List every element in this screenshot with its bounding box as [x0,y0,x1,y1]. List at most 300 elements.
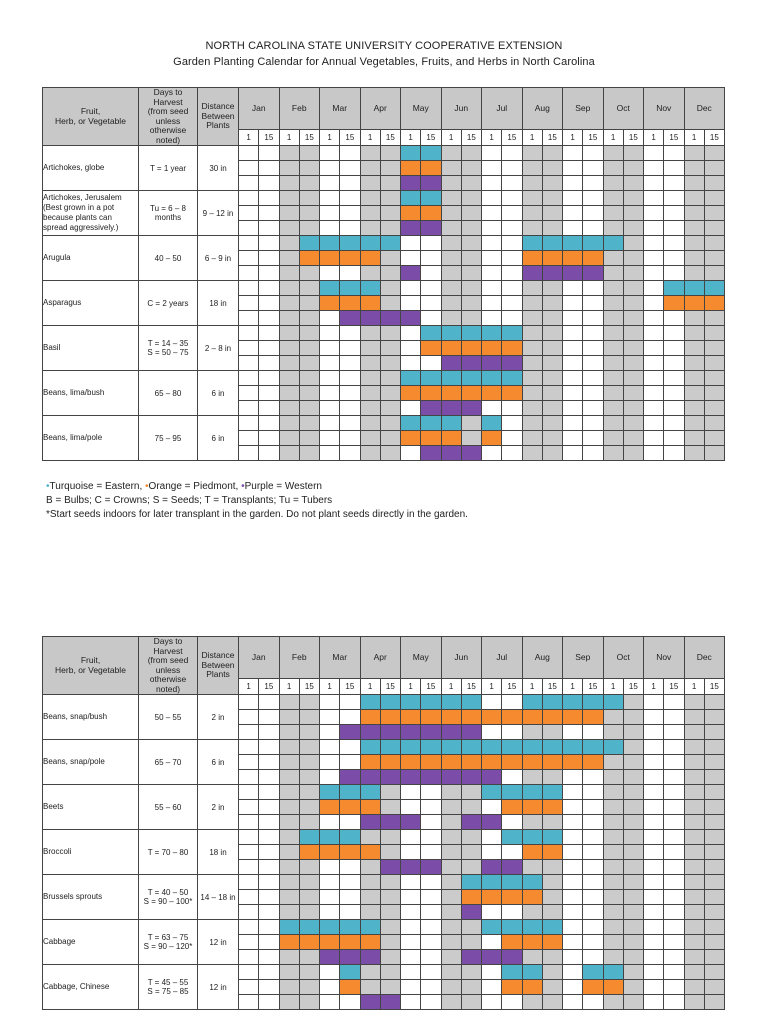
calendar-cell [603,875,623,890]
plant-distance: 9 – 12 in [198,191,239,236]
planting-window-piedmont [299,845,319,860]
calendar-cell [360,341,380,356]
calendar-cell [623,221,643,236]
calendar-cell [299,890,319,905]
half-month-label: 15 [623,130,643,146]
calendar-cell [279,965,299,980]
planting-window-western [360,950,380,965]
half-month-label: 1 [482,130,502,146]
calendar-cell [664,206,684,221]
planting-window-western [563,266,583,281]
planting-window-western [421,401,441,416]
planting-window-eastern [522,695,542,710]
calendar-cell [239,326,259,341]
legend-regions [46,480,468,494]
calendar-cell [320,221,340,236]
planting-window-piedmont [360,935,380,950]
calendar-cell [259,416,279,431]
month-header-oct: Oct [603,88,644,130]
calendar-cell [299,770,319,785]
planting-window-piedmont [340,251,360,266]
calendar-cell [380,965,400,980]
calendar-cell [461,146,481,161]
half-month-label: 15 [259,130,279,146]
calendar-cell [603,416,623,431]
calendar-cell [603,281,623,296]
planting-window-piedmont [603,980,623,995]
calendar-cell [644,221,664,236]
planting-window-western [401,311,421,326]
calendar-cell [320,995,340,1010]
calendar-cell [583,845,603,860]
planting-window-eastern [542,236,562,251]
calendar-cell [461,431,481,446]
planting-window-eastern [441,326,461,341]
calendar-cell [340,341,360,356]
calendar-cell [563,725,583,740]
calendar-cell [583,311,603,326]
calendar-cell [603,356,623,371]
crop-row-eastern [43,146,725,161]
plant-distance: 6 in [198,740,239,785]
calendar-cell [583,401,603,416]
calendar-cell [380,875,400,890]
calendar-cell [623,341,643,356]
calendar-cell [401,995,421,1010]
calendar-cell [704,431,724,446]
calendar-cell [360,980,380,995]
calendar-cell [563,875,583,890]
calendar-cell [684,191,704,206]
crop-name: Beets [43,785,139,830]
calendar-cell [664,221,684,236]
planting-window-piedmont [704,296,724,311]
planting-window-western [482,860,502,875]
planting-window-piedmont [461,755,481,770]
half-month-label: 1 [320,679,340,695]
calendar-cell [401,875,421,890]
legend-codes: B = Bulbs; C = Crowns; S = Seeds; T = Transplants; Tu = Tubers [46,495,333,506]
calendar-cell [360,446,380,461]
half-month-label: 15 [623,679,643,695]
calendar-cell [421,965,441,980]
calendar-cell [664,830,684,845]
calendar-cell [279,356,299,371]
calendar-cell [259,446,279,461]
calendar-cell [441,311,461,326]
calendar-cell [380,920,400,935]
planting-window-eastern [421,191,441,206]
planting-window-western [340,725,360,740]
calendar-cell [664,815,684,830]
half-month-label: 1 [563,130,583,146]
days-to-harvest: 50 – 55 [139,695,198,740]
calendar-cell [482,281,502,296]
calendar-cell [380,785,400,800]
planting-window-piedmont [340,935,360,950]
calendar-cell [664,431,684,446]
calendar-cell [623,446,643,461]
calendar-cell [461,281,481,296]
calendar-cell [299,800,319,815]
calendar-cell [704,920,724,935]
calendar-cell [279,785,299,800]
calendar-cell [441,281,461,296]
calendar-cell [401,920,421,935]
calendar-cell [239,890,259,905]
calendar-cell [623,875,643,890]
calendar-cell [259,251,279,266]
calendar-cell [623,296,643,311]
planting-window-eastern [360,281,380,296]
calendar-cell [542,281,562,296]
calendar-cell [320,176,340,191]
crop-row-eastern [43,785,725,800]
half-month-label: 15 [421,130,441,146]
calendar-cell [542,401,562,416]
calendar-cell [684,386,704,401]
calendar-cell [502,281,522,296]
calendar-cell [482,206,502,221]
calendar-cell [522,356,542,371]
planting-window-western [421,221,441,236]
calendar-cell [623,800,643,815]
calendar-cell [623,740,643,755]
calendar-cell [644,416,664,431]
calendar-cell [623,860,643,875]
calendar-cell [340,371,360,386]
calendar-cell [299,296,319,311]
calendar-cell [441,161,461,176]
calendar-cell [279,176,299,191]
calendar-cell [664,446,684,461]
calendar-cell [360,326,380,341]
calendar-cell [380,296,400,311]
calendar-cell [320,311,340,326]
calendar-cell [603,176,623,191]
calendar-cell [360,401,380,416]
calendar-cell [522,311,542,326]
planting-window-piedmont [320,845,340,860]
days-to-harvest: C = 2 years [139,281,198,326]
calendar-cell [461,236,481,251]
calendar-cell [644,785,664,800]
planting-window-western [401,176,421,191]
calendar-cell [684,950,704,965]
crop-row-eastern [43,326,725,341]
days-to-harvest: 75 – 95 [139,416,198,461]
calendar-cell [563,431,583,446]
planting-window-eastern [482,326,502,341]
calendar-cell [502,905,522,920]
calendar-cell [340,326,360,341]
half-month-label: 1 [360,130,380,146]
month-header-dec: Dec [684,637,725,679]
half-month-label: 15 [421,679,441,695]
planting-window-eastern [563,236,583,251]
calendar-cell [239,830,259,845]
calendar-cell [259,341,279,356]
planting-window-piedmont [441,341,461,356]
calendar-cell [704,770,724,785]
calendar-cell [299,311,319,326]
half-month-label: 15 [583,130,603,146]
month-header-may: May [401,637,442,679]
calendar-cell [563,386,583,401]
plant-distance: 2 in [198,785,239,830]
planting-window-eastern [401,740,421,755]
month-header-may: May [401,88,442,130]
calendar-cell [380,845,400,860]
month-header-feb: Feb [279,637,320,679]
calendar-cell [259,191,279,206]
calendar-cell [704,905,724,920]
calendar-cell [279,371,299,386]
calendar-cell [502,266,522,281]
calendar-cell [704,371,724,386]
calendar-cell [320,371,340,386]
calendar-cell [583,356,603,371]
calendar-cell [623,920,643,935]
calendar-cell [542,725,562,740]
calendar-cell [259,710,279,725]
calendar-cell [340,206,360,221]
calendar-cell [603,221,623,236]
calendar-cell [401,980,421,995]
calendar-cell [664,725,684,740]
calendar-cell [603,161,623,176]
calendar-cell [603,950,623,965]
calendar-cell [502,770,522,785]
calendar-cell [401,281,421,296]
calendar-cell [482,146,502,161]
calendar-cell [684,815,704,830]
planting-window-eastern [583,695,603,710]
calendar-cell [279,266,299,281]
calendar-cell [522,371,542,386]
planting-window-eastern [340,965,360,980]
calendar-cell [259,770,279,785]
calendar-cell [563,401,583,416]
crop-name: Arugula [43,236,139,281]
calendar-cell [299,356,319,371]
half-month-label: 1 [360,679,380,695]
planting-window-piedmont [441,431,461,446]
calendar-cell [623,830,643,845]
planting-window-eastern [360,740,380,755]
calendar-cell [239,386,259,401]
report-subtitle: Garden Planting Calendar for Annual Vegetables, Fruits, and Herbs in North Carolina [173,56,595,68]
calendar-cell [704,800,724,815]
month-header-jan: Jan [239,88,280,130]
calendar-cell [664,965,684,980]
calendar-cell [603,830,623,845]
calendar-cell [644,281,664,296]
calendar-cell [664,416,684,431]
days-to-harvest: T = 63 – 75 S = 90 – 120* [139,920,198,965]
planting-window-eastern [461,740,481,755]
calendar-cell [664,386,684,401]
plant-distance: 30 in [198,146,239,191]
calendar-cell [340,740,360,755]
calendar-cell [704,446,724,461]
calendar-cell [583,146,603,161]
calendar-cell [239,980,259,995]
calendar-cell [684,371,704,386]
calendar-cell [644,161,664,176]
calendar-cell [664,800,684,815]
calendar-cell [684,251,704,266]
calendar-cell [603,710,623,725]
calendar-cell [684,905,704,920]
calendar-cell [360,386,380,401]
calendar-cell [239,860,259,875]
calendar-cell [259,965,279,980]
calendar-cell [664,890,684,905]
calendar-cell [320,725,340,740]
planting-window-piedmont [320,296,340,311]
calendar-cell [441,935,461,950]
calendar-cell [360,191,380,206]
calendar-cell [259,401,279,416]
calendar-cell [522,725,542,740]
calendar-cell [441,920,461,935]
calendar-cell [583,935,603,950]
calendar-cell [279,845,299,860]
calendar-cell [421,845,441,860]
calendar-cell [664,176,684,191]
calendar-cell [360,890,380,905]
planting-window-eastern [704,281,724,296]
calendar-cell [279,191,299,206]
calendar-cell [279,815,299,830]
legend-eastern: Turquoise = Eastern, [49,481,146,492]
calendar-cell [603,191,623,206]
crop-name: Beans, lima/bush [43,371,139,416]
calendar-cell [684,725,704,740]
calendar-cell [603,725,623,740]
legend-western: Purple = Western [244,481,322,492]
calendar-cell [239,281,259,296]
half-month-label: 15 [704,679,724,695]
calendar-cell [583,890,603,905]
calendar-cell [279,416,299,431]
calendar-cell [299,446,319,461]
calendar-cell [299,416,319,431]
calendar-cell [320,695,340,710]
planting-window-western [502,356,522,371]
planting-window-eastern [502,875,522,890]
calendar-cell [684,695,704,710]
calendar-cell [299,725,319,740]
days-to-harvest: T = 70 – 80 [139,830,198,875]
calendar-cell [684,830,704,845]
calendar-cell [563,770,583,785]
calendar-cell [522,341,542,356]
calendar-cell [320,326,340,341]
calendar-cell [320,980,340,995]
calendar-cell [441,875,461,890]
calendar-cell [340,386,360,401]
calendar-cell [239,875,259,890]
calendar-cell [603,995,623,1010]
calendar-cell [522,296,542,311]
calendar-cell [340,161,360,176]
days-to-harvest: 65 – 80 [139,371,198,416]
calendar-cell [583,191,603,206]
planting-window-piedmont [279,935,299,950]
planting-window-eastern [502,740,522,755]
calendar-cell [401,446,421,461]
calendar-cell [583,221,603,236]
calendar-cell [461,221,481,236]
plant-distance: 2 – 8 in [198,326,239,371]
calendar-cell [441,146,461,161]
calendar-cell [482,845,502,860]
calendar-cell [360,830,380,845]
calendar-cell [441,905,461,920]
plant-distance: 6 – 9 in [198,236,239,281]
calendar-cell [239,416,259,431]
calendar-cell [360,221,380,236]
calendar-cell [522,146,542,161]
planting-window-eastern [320,830,340,845]
calendar-cell [664,311,684,326]
calendar-cell [704,161,724,176]
planting-window-piedmont [401,710,421,725]
calendar-cell [684,785,704,800]
calendar-cell [340,416,360,431]
planting-window-piedmont [522,710,542,725]
calendar-cell [441,860,461,875]
calendar-cell [502,431,522,446]
planting-window-piedmont [482,431,502,446]
calendar-cell [239,905,259,920]
calendar-cell [583,770,603,785]
calendar-cell [684,965,704,980]
calendar-cell [502,725,522,740]
calendar-cell [704,740,724,755]
calendar-cell [623,935,643,950]
calendar-cell [441,995,461,1010]
planting-window-piedmont [502,341,522,356]
calendar-cell [603,755,623,770]
calendar-cell [259,830,279,845]
calendar-cell [259,431,279,446]
calendar-cell [522,176,542,191]
calendar-cell [401,296,421,311]
calendar-cell [644,266,664,281]
planting-window-eastern [380,236,400,251]
calendar-cell [502,416,522,431]
calendar-cell [583,815,603,830]
distance-column-header: Distance Between Plants [198,637,239,695]
calendar-cell [583,446,603,461]
calendar-cell [563,311,583,326]
planting-window-eastern [401,146,421,161]
planting-window-eastern [340,281,360,296]
calendar-cell [259,995,279,1010]
calendar-cell [279,296,299,311]
planting-window-western [421,860,441,875]
crop-row-eastern [43,371,725,386]
calendar-cell [461,920,481,935]
planting-window-eastern [522,740,542,755]
calendar-cell [704,386,724,401]
calendar-cell [563,920,583,935]
planting-window-piedmont [522,845,542,860]
half-month-label: 1 [401,679,421,695]
